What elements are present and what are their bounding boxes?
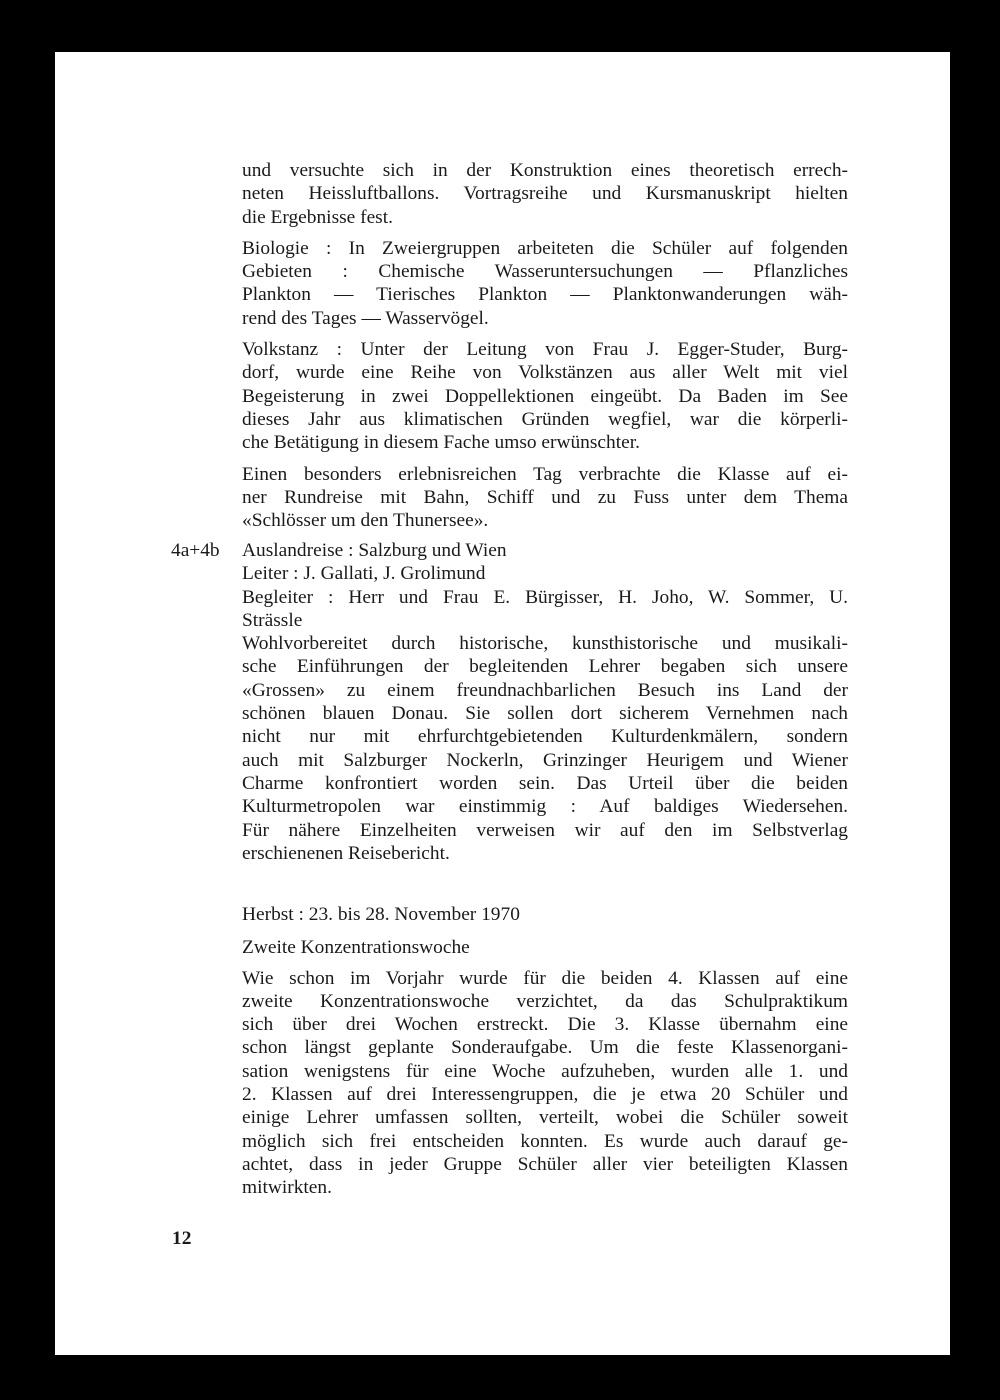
text-line: erschienenen Reisebericht. — [242, 842, 450, 864]
paragraph-folkdance — [242, 338, 848, 454]
section-3 — [242, 903, 848, 1200]
text-line: Volkstanz : Unter der Leitung von Frau J. Egger-Studer, Burg- — [242, 339, 848, 361]
paragraph-trip-report — [242, 632, 848, 865]
text-line: Kulturmetropolen war einstimmig : Auf baldiges Wiedersehen. — [242, 796, 848, 818]
text-line: mitwirkten. — [242, 1177, 332, 1199]
text-line: 2. Klassen auf drei Interessengruppen, die je etwa 20 Schüler und — [242, 1084, 848, 1106]
text-line: Für nähere Einzelheiten verweisen wir auf den im Selbstverlag — [242, 819, 848, 841]
text-line: Gebieten : Chemische Wasseruntersuchungen — Pflanzliches — [242, 261, 848, 283]
section-2 — [242, 539, 848, 865]
text-line: che Betätigung in diesem Fache umso erwünschter. — [242, 432, 640, 454]
text-line: Biologie : In Zweiergruppen arbeiteten die Schüler auf folgenden — [242, 237, 848, 259]
text-line: sich über drei Wochen erstreckt. Die 3. Klasse übernahm eine — [242, 1014, 848, 1036]
text-line: neten Heissluftballons. Vortragsreihe und Kursmanuskript hielten — [242, 183, 848, 205]
text-line: einige Lehrer umfassen sollten, verteilt, wobei die Schüler soweit — [242, 1107, 848, 1129]
text-line: «Grossen» zu einem freundnachbarlichen Besuch ins Land der — [242, 679, 848, 701]
text-line: Wohlvorbereitet durch historische, kunsthistorische und musikali- — [242, 633, 848, 655]
section-1 — [242, 159, 848, 532]
text-line: und versuchte sich in der Konstruktion eines theoretisch errech- — [242, 160, 848, 181]
text-line: sche Einführungen der begleitenden Lehrer begaben sich unsere — [242, 656, 848, 678]
paragraph-biology — [242, 237, 848, 330]
text-line: Plankton — Tierisches Plankton — Planktonwanderungen wäh- — [242, 284, 848, 306]
text-line: möglich sich frei entscheiden konnten. Es wurde auch darauf ge- — [242, 1130, 848, 1152]
text-line: dieses Jahr aus klimatischen Gründen wegfiel, war die körperli- — [242, 408, 848, 430]
trip-companions: Begleiter : Herr und Frau E. Bürgisser, H. Joho, W. Sommer, U. — [242, 586, 848, 608]
paragraph-trip — [242, 463, 848, 533]
trip-heading: Auslandreise : Salzburg und Wien — [242, 540, 507, 561]
text-line: «Schlösser um den Thunersee». — [242, 510, 489, 532]
text-line: schönen blauen Donau. Sie sollen dort sicherem Vernehmen nach — [242, 703, 848, 725]
trip-leaders: Leiter : J. Gallati, J. Grolimund — [242, 563, 486, 585]
page-number: 12 — [172, 1228, 192, 1249]
text-line: Einen besonders erlebnisreichen Tag verbrachte die Klasse auf ei- — [242, 463, 848, 485]
paragraph-concentration-week — [242, 967, 848, 1200]
text-line: dorf, wurde eine Reihe von Volkstänzen aus aller Welt mit viel — [242, 362, 848, 384]
text-line: zweite Konzentrationswoche verzichtet, da das Schulpraktikum — [242, 990, 848, 1012]
text-line: auch mit Salzburger Nockerln, Grinzinger Heurigem und Wiener — [242, 749, 848, 771]
text-line: Wie schon im Vorjahr wurde für die beiden 4. Klassen auf eine — [242, 967, 848, 989]
text-line: rend des Tages — Wasservögel. — [242, 307, 489, 329]
text-line: schon längst geplante Sonderaufgabe. Um die feste Klassenorgani- — [242, 1037, 848, 1059]
paragraph-physics-end — [242, 159, 848, 229]
class-label: 4a+4b — [171, 540, 220, 561]
text-line: nicht nur mit ehrfurchtgebietenden Kulturdenkmälern, sondern — [242, 726, 848, 748]
text-line: die Ergebnisse fest. — [242, 206, 393, 228]
text-line: Charme konfrontiert worden sein. Das Urteil über die beiden — [242, 772, 848, 794]
text-line: Begeisterung in zwei Doppellektionen eingeübt. Da Baden im See — [242, 385, 848, 407]
text-line: achtet, dass in jeder Gruppe Schüler aller vier beteiligten Klassen — [242, 1153, 848, 1175]
section-date: Herbst : 23. bis 28. November 1970 — [242, 904, 520, 925]
trip-companions: Strässle — [242, 609, 303, 631]
section-title: Zweite Konzentrationswoche — [242, 937, 470, 959]
text-line: sation wenigstens für eine Woche aufzuheben, wurden alle 1. und — [242, 1060, 848, 1082]
text-line: ner Rundreise mit Bahn, Schiff und zu Fuss unter dem Thema — [242, 486, 848, 508]
